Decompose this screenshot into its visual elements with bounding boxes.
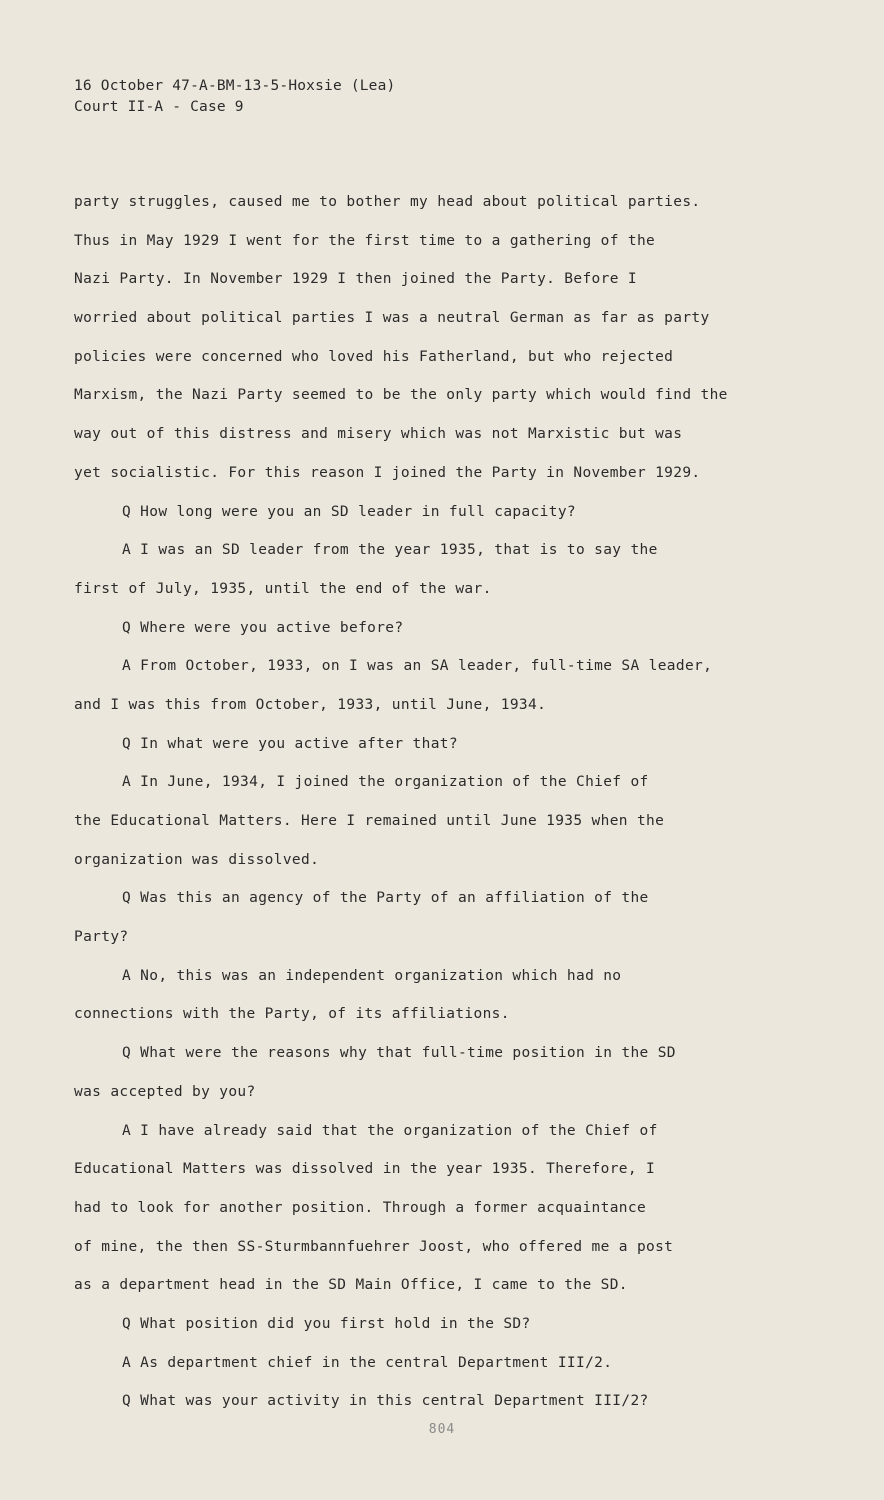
transcript-body [74, 192, 814, 1430]
transcript-line: Q How long were you an SD leader in full capacity? [122, 503, 576, 520]
transcript-line: of mine, the then SS-Sturmbannfuehrer Joost, who offered me a post [74, 1238, 674, 1255]
transcript-line: was accepted by you? [74, 1083, 256, 1100]
transcript-line: A As department chief in the central Department III/2. [122, 1354, 613, 1371]
transcript-line: A I was an SD leader from the year 1935, that is to say the [122, 542, 658, 559]
transcript-line: Q Where were you active before? [122, 619, 404, 636]
transcript-line: A From October, 1933, on I was an SA leader, full-time SA leader, [122, 658, 713, 675]
transcript-line: A No, this was an independent organization which had no [122, 967, 622, 984]
transcript-line: worried about political parties I was a neutral German as far as party [74, 310, 710, 327]
transcript-line: Q In what were you active after that? [122, 735, 458, 752]
transcript-line: Educational Matters was dissolved in the year 1935. Therefore, I [74, 1161, 656, 1178]
transcript-line: Marxism, the Nazi Party seemed to be the only party which would find the [74, 387, 728, 404]
transcript-line: Q What were the reasons why that full-time position in the SD [122, 1045, 676, 1062]
transcript-line: yet socialistic. For this reason I joined the Party in November 1929. [74, 464, 701, 481]
transcript-line: Party? [74, 929, 129, 946]
document-header [74, 76, 395, 118]
transcript-line: had to look for another position. Through a former acquaintance [74, 1199, 647, 1216]
header-date-reference: 16 October 47-A-BM-13-5-Hoxsie (Lea) [74, 78, 396, 94]
transcript-line: A I have already said that the organization of the Chief of [122, 1122, 658, 1139]
transcript-line: and I was this from October, 1933, until June, 1934. [74, 696, 547, 713]
transcript-line: the Educational Matters. Here I remained until June 1935 when the [74, 813, 665, 829]
transcript-line: Thus in May 1929 I went for the first time to a gathering of the [74, 232, 656, 249]
transcript-line: organization was dissolved. [74, 851, 320, 868]
header-court-case: Court II-A - Case 9 [74, 99, 244, 115]
page-number: 804 [428, 1422, 456, 1437]
transcript-line: Nazi Party. In November 1929 I then joined the Party. Before I [74, 271, 637, 288]
transcript-line: Q What was your activity in this central Department III/2? [122, 1393, 649, 1410]
transcript-line: way out of this distress and misery which was not Marxistic but was [74, 426, 683, 443]
transcript-line: connections with the Party, of its affiliations. [74, 1006, 510, 1023]
transcript-line: Q What position did you first hold in the SD? [122, 1315, 531, 1332]
transcript-line: Q Was this an agency of the Party of an affiliation of the [122, 890, 649, 907]
transcript-line: policies were concerned who loved his Fatherland, but who rejected [74, 348, 674, 365]
transcript-line: party struggles, caused me to bother my head about political parties. [74, 194, 701, 210]
transcript-line: as a department head in the SD Main Office, I came to the SD. [74, 1277, 628, 1294]
transcript-line: first of July, 1935, until the end of the war. [74, 580, 492, 597]
transcript-line: A In June, 1934, I joined the organization of the Chief of [122, 774, 649, 791]
